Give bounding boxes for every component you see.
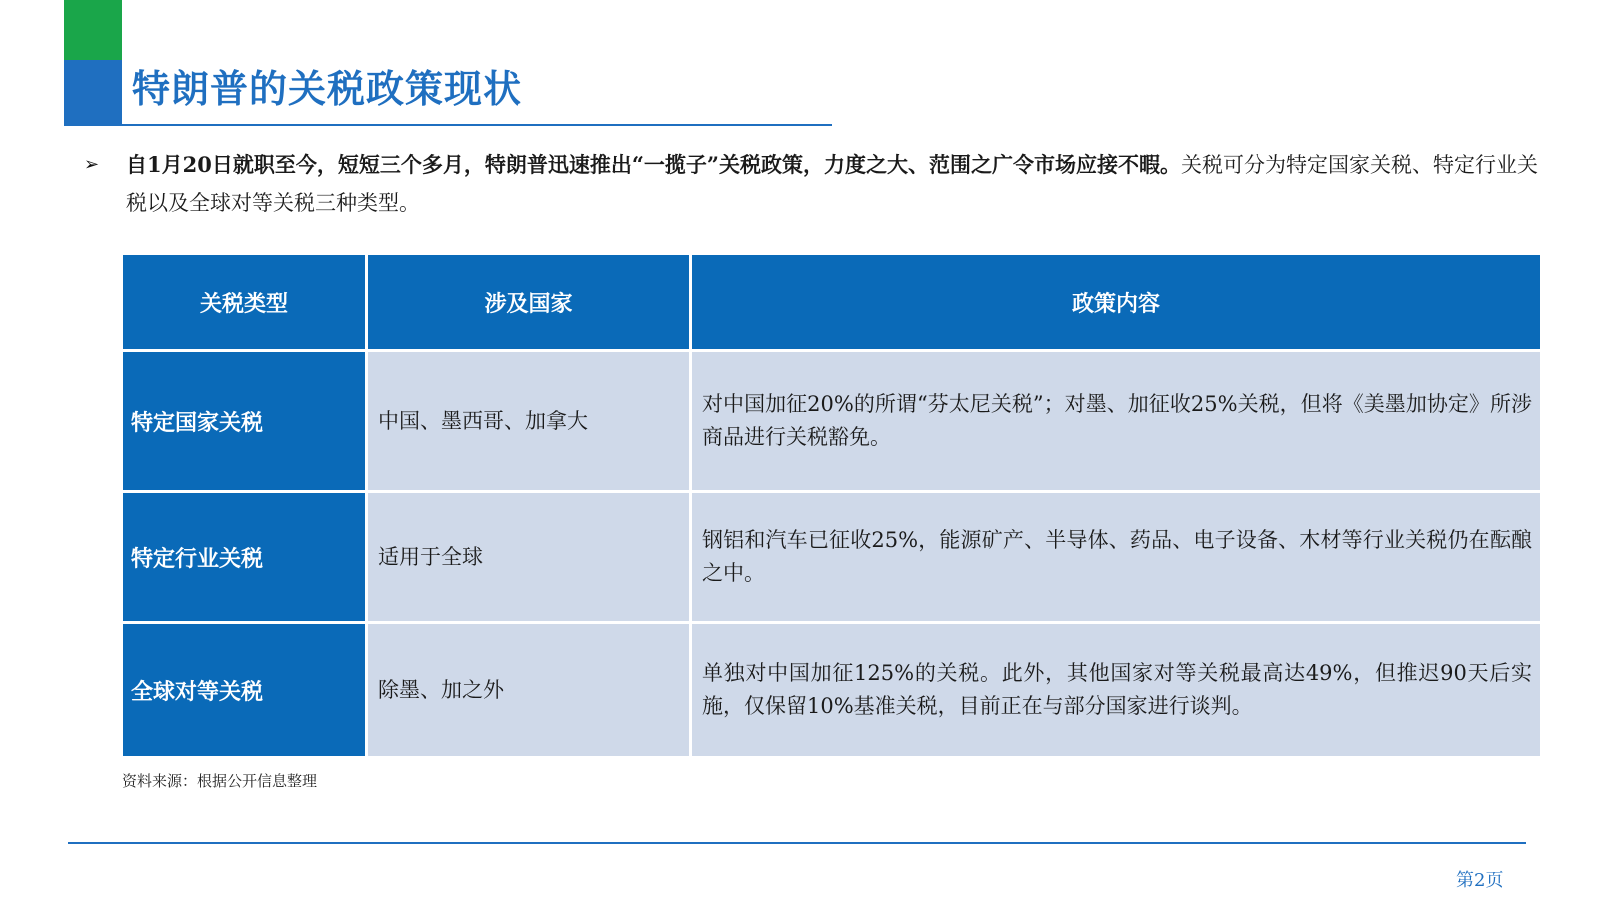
intro-normal-text: 关税可分为特定国家关税、特定行业关税以及全球对等关税三种类型。 <box>126 153 1538 215</box>
header-accent-green <box>64 0 122 60</box>
header-tariff-type: 关税类型 <box>122 254 367 351</box>
tariff-policy-table <box>120 252 1543 759</box>
header-policy-content: 政策内容 <box>691 254 1542 351</box>
tariff-type-cell: 特定国家关税 <box>122 351 367 492</box>
policy-content-cell: 单独对中国加征125%的关税。此外，其他国家对等关税最高达49%，但推迟90天后实施，仅保留10%基准关税，目前正在与部分国家进行谈判。 <box>691 623 1542 758</box>
countries-cell: 中国、墨西哥、加拿大 <box>367 351 691 492</box>
header-accent-blue <box>64 60 122 126</box>
intro-text <box>126 146 1544 222</box>
tariff-type-cell: 全球对等关税 <box>122 623 367 758</box>
table-header-row <box>122 254 1542 351</box>
tariff-type-cell: 特定行业关税 <box>122 492 367 623</box>
page-title: 特朗普的关税政策现状 <box>132 67 523 111</box>
intro-bold-text: 自1月20日就职至今，短短三个多月，特朗普迅速推出“一揽子”关税政策，力度之大、范围之广令市场应接不暇。 <box>126 152 1181 177</box>
table-row <box>122 351 1542 492</box>
countries-cell: 适用于全球 <box>367 492 691 623</box>
footer-divider <box>68 842 1526 844</box>
table-row <box>122 492 1542 623</box>
title-underline <box>64 124 832 126</box>
policy-content-cell: 钢铝和汽车已征收25%，能源矿产、半导体、药品、电子设备、木材等行业关税仍在酝酿之中。 <box>691 492 1542 623</box>
table-row <box>122 623 1542 758</box>
policy-content-cell: 对中国加征20%的所谓“芬太尼关税”；对墨、加征收25%关税，但将《美墨加协定》所涉商品进行关税豁免。 <box>691 351 1542 492</box>
header-countries: 涉及国家 <box>367 254 691 351</box>
intro-paragraph <box>84 146 1544 222</box>
page-number: 第2页 <box>1456 870 1504 891</box>
source-note: 资料来源：根据公开信息整理 <box>122 772 318 790</box>
countries-cell: 除墨、加之外 <box>367 623 691 758</box>
arrow-bullet-icon: ➢ <box>84 154 100 175</box>
